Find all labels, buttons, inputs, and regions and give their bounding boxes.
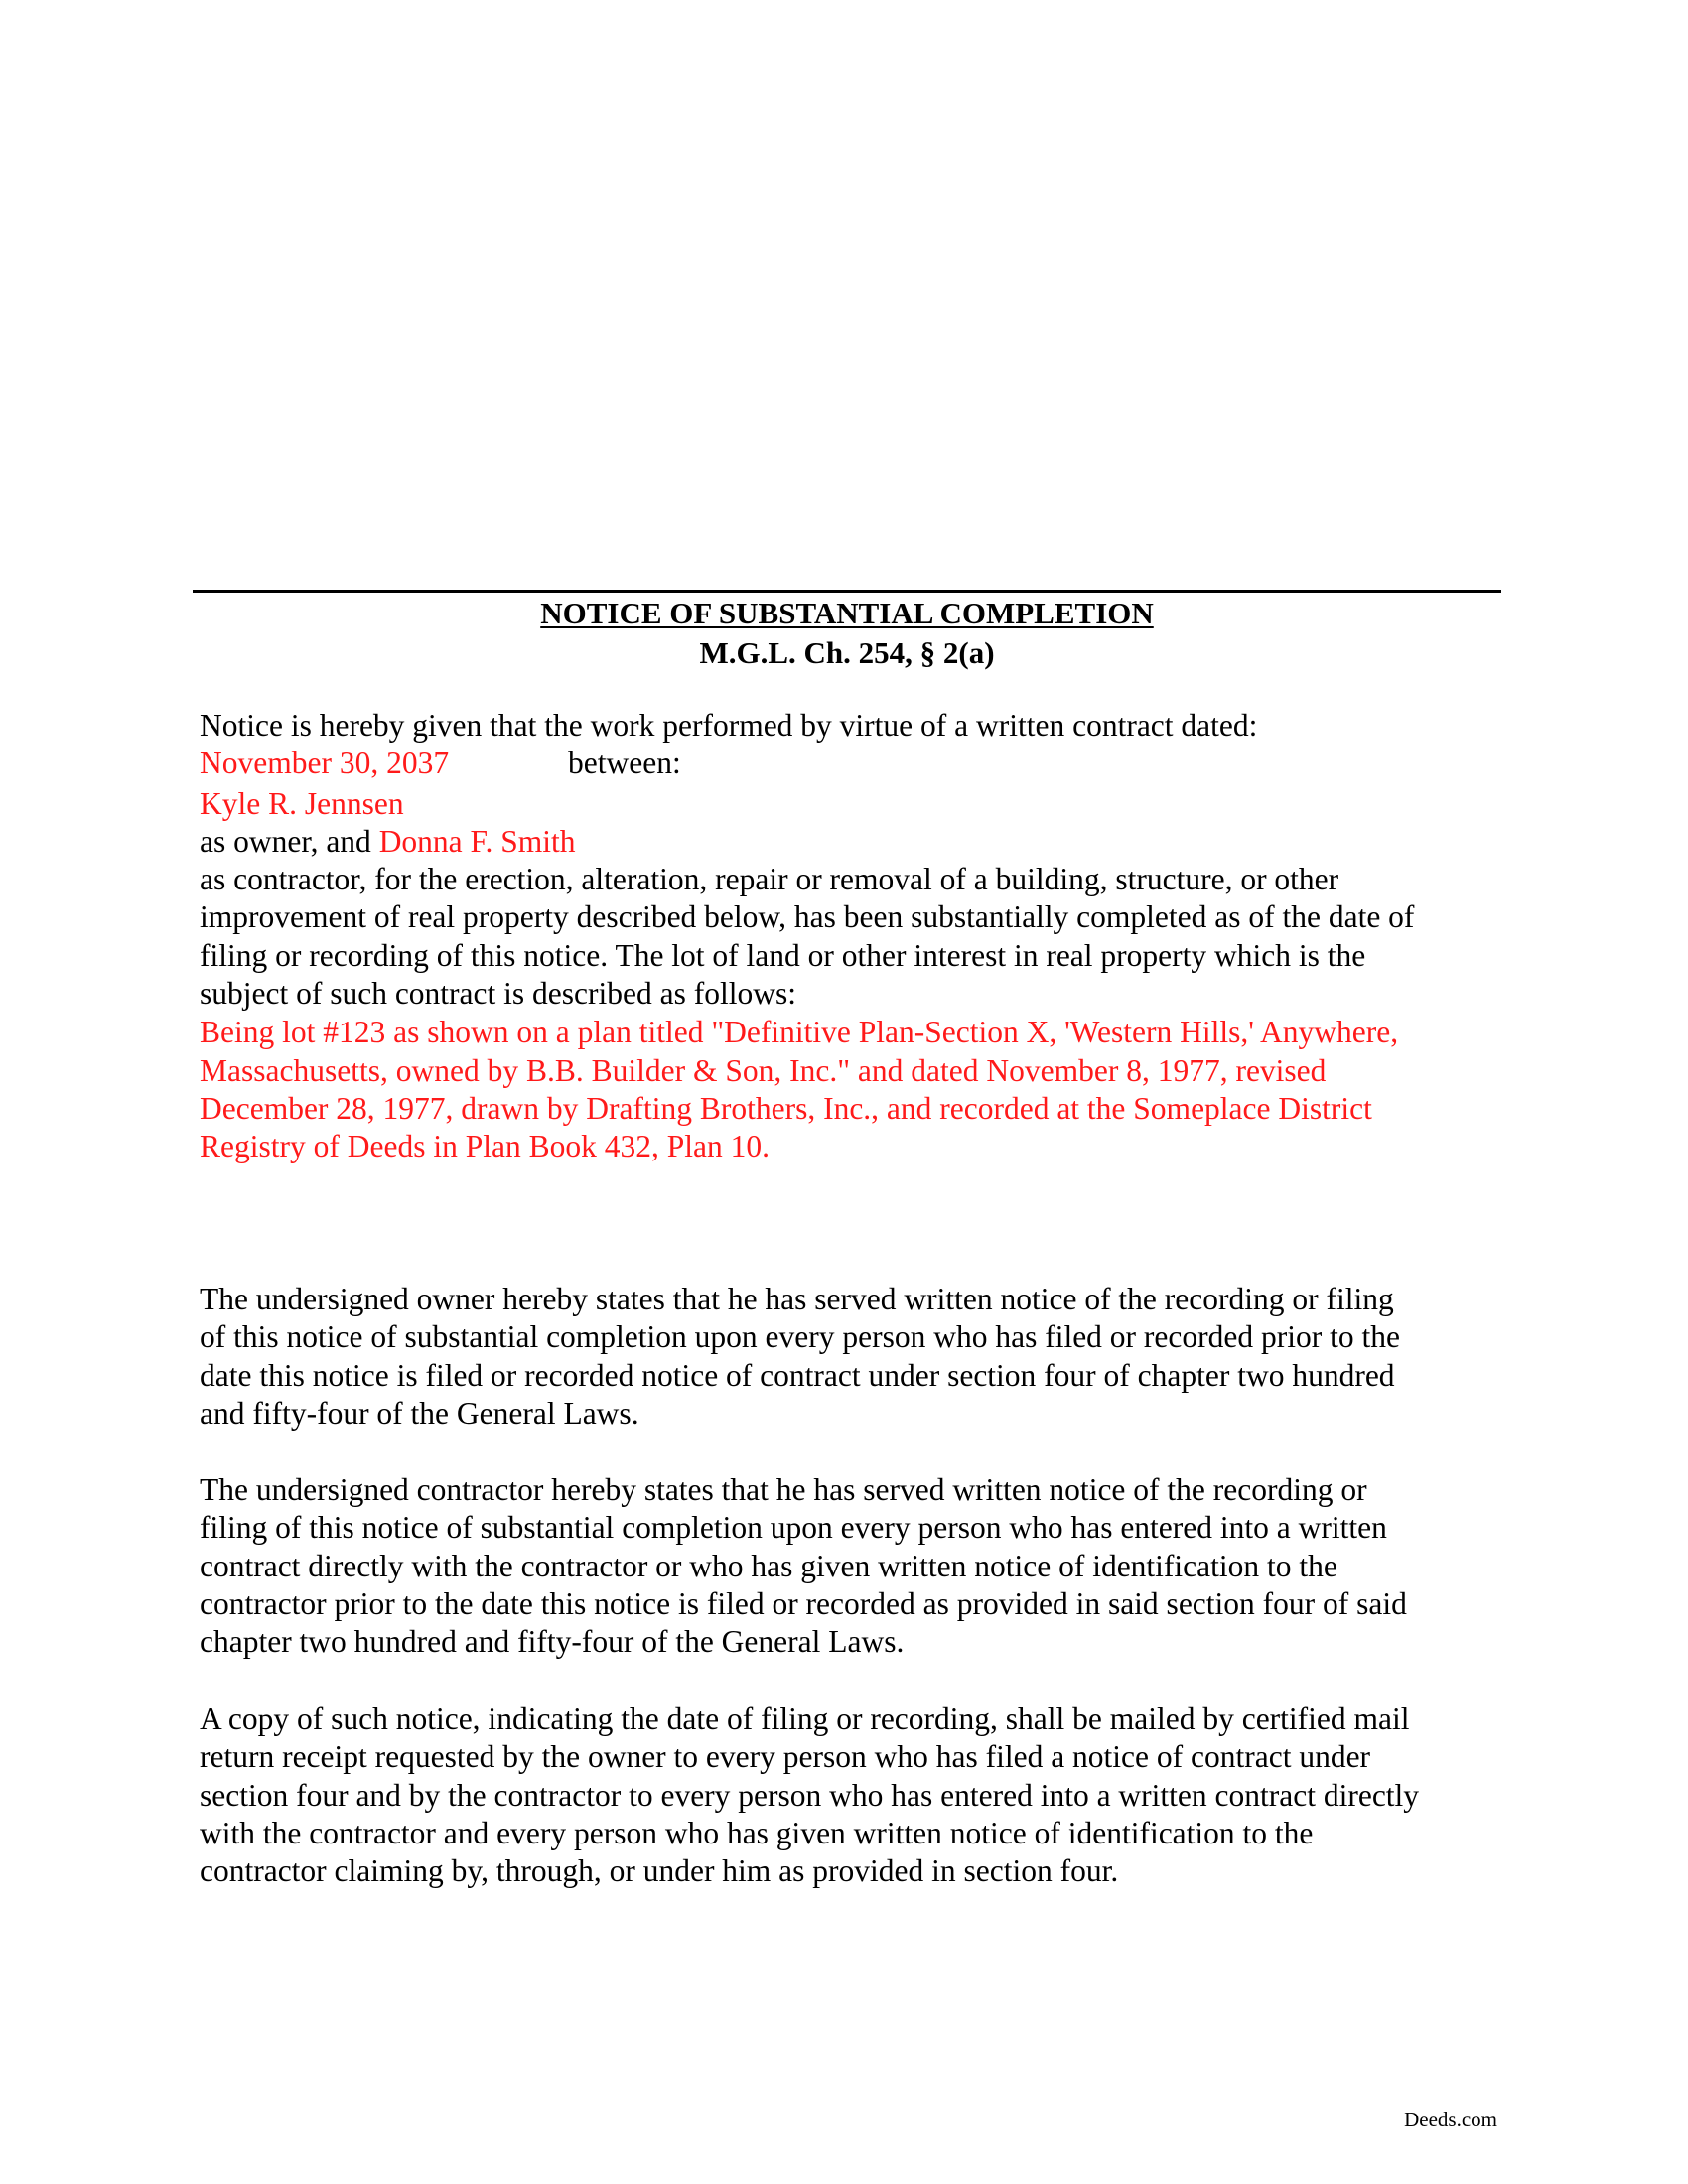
title-rule [193,590,1501,593]
legal-description [200,1014,1510,1165]
legal-description-line: Registry of Deeds in Plan Book 432, Plan 10. [200,1129,770,1164]
footer-source: Deeds.com [1404,2108,1497,2131]
body-line: subject of such contract is described as follows: [200,976,796,1012]
statute-reference: M.G.L. Ch. 254, § 2(a) [699,635,995,670]
paragraph-line: chapter two hundred and fifty-four of the General Laws. [200,1624,905,1660]
document-title: NOTICE OF SUBSTANTIAL COMPLETION [540,596,1154,630]
contractor-statement-paragraph [200,1471,1510,1661]
paragraph-line: section four and by the contractor to every person who has entered into a written contract directly [200,1777,1420,1813]
legal-description-line: December 28, 1977, drawn by Drafting Brothers, Inc., and recorded at the Someplace District [200,1090,1372,1126]
owner-name: Kyle R. Jennsen [200,785,404,821]
paragraph-line: of this notice of substantial completion upon every person who has filed or recorded prior to the [200,1319,1400,1355]
paragraph-line: The undersigned contractor hereby states that he has served written notice of the recording or [200,1472,1367,1507]
contractor-line [200,823,1510,861]
paragraph-line: and fifty-four of the General Laws. [200,1395,639,1431]
intro-line: Notice is hereby given that the work performed by virtue of a written contract dated: [200,708,1258,743]
contract-date-line [200,745,1510,782]
contractor-name: Donna F. Smith [378,823,576,859]
paragraph-line: with the contractor and every person who has given written notice of identification to the [200,1815,1314,1850]
paragraph-line: contractor claiming by, through, or under him as provided in section four. [200,1853,1119,1889]
body-line: improvement of real property described below, has been substantially completed as of the date of [200,899,1415,935]
paragraph-line: A copy of such notice, indicating the date of filing or recording, shall be mailed by certified mail [200,1702,1410,1736]
body-line: as contractor, for the erection, alteration, repair or removal of a building, structure, or other [200,862,1339,897]
paragraph-line: date this notice is filed or recorded notice of contract under section four of chapter two hundred [200,1357,1395,1393]
as-owner-label: as owner, and [200,823,371,859]
document-header [193,594,1501,673]
between-label: between: [568,746,681,781]
legal-description-line: Being lot #123 as shown on a plan titled "Definitive Plan-Section X, 'Western Hills,' Anywhere, [200,1015,1399,1050]
owner-statement-paragraph [200,1281,1510,1433]
legal-description-line: Massachusetts, owned by B.B. Builder & Son, Inc." and dated November 8, 1977, revised [200,1052,1327,1088]
mailing-statement-paragraph [200,1701,1510,1890]
notice-intro-section [200,707,1510,1166]
paragraph-line: return receipt requested by the owner to every person who has filed a notice of contract under [200,1739,1371,1775]
paragraph-line: filing of this notice of substantial completion upon every person who has entered into a written [200,1510,1387,1546]
paragraph-line: contract directly with the contractor or who has given written notice of identification to the [200,1548,1337,1583]
paragraph-line: contractor prior to the date this notice is filed or recorded as provided in said section four of said [200,1585,1407,1621]
contract-date: November 30, 2037 [200,746,450,781]
body-line: filing or recording of this notice. The lot of land or other interest in real property which is the [200,937,1366,973]
paragraph-line: The undersigned owner hereby states that he has served written notice of the recording or filing [200,1282,1394,1316]
